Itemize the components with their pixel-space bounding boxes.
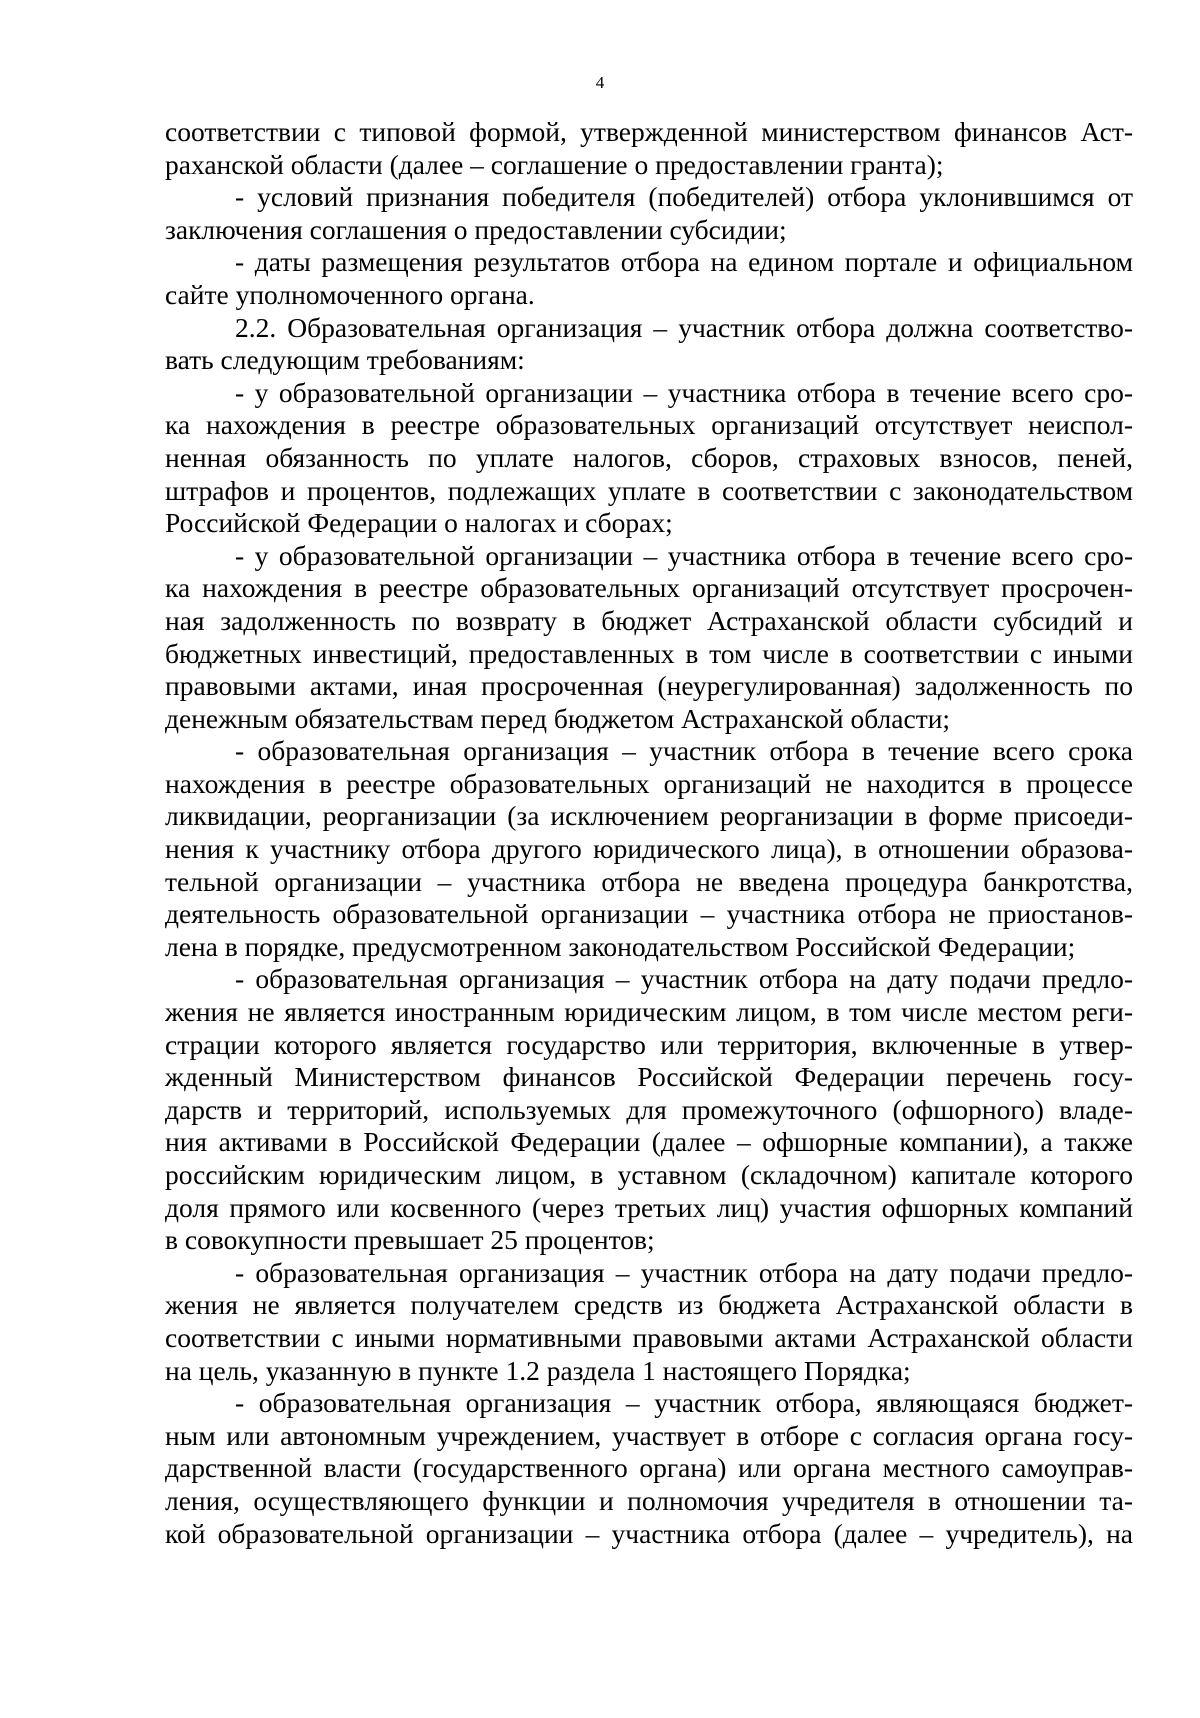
- document-body: [165, 116, 1133, 1550]
- text-line: соответствии с типовой формой, утвержденной министерством финансов Аст-: [165, 116, 1133, 147]
- text-line: ная задолженность по возврату в бюджет Астраханской области субсидий и: [165, 604, 1133, 636]
- text-line: жденный Министерством финансов Российской Федерации перечень госу-: [165, 1061, 1133, 1093]
- text-line: российским юридическим лицом, в уставном (складочном) капитале которого: [165, 1159, 1133, 1190]
- text-line: Российской Федерации о налогах и сборах;: [165, 507, 673, 539]
- text-line: - образовательная организация – участник отбора на дату подачи предло-: [235, 1256, 1133, 1288]
- text-line: ка нахождения в реестре образовательных организаций отсутствует просрочен-: [165, 572, 1133, 604]
- text-line: ния активами в Российской Федерации (далее – офшорные компании), а также: [165, 1126, 1133, 1158]
- text-line: деятельность образовательной организации – участника отбора не приостанов-: [165, 898, 1133, 930]
- text-line: штрафов и процентов, подлежащих уплате в соответствии с законодательством: [165, 474, 1133, 506]
- text-line: жения не является получателем средств из бюджета Астраханской области в: [165, 1289, 1133, 1321]
- text-line: - даты размещения результатов отбора на едином портале и официальном: [235, 246, 1133, 278]
- paragraph: [165, 963, 1133, 1256]
- paragraph: [165, 540, 1133, 736]
- text-line: в совокупности превышает 25 процентов;: [165, 1224, 655, 1256]
- text-line: денежным обязательствам перед бюджетом Астраханской области;: [165, 702, 951, 734]
- text-line: дарственной власти (государственного органа) или органа местного самоуправ-: [165, 1452, 1133, 1484]
- text-line: на цель, указанную в пункте 1.2 раздела 1 настоящего Порядка;: [165, 1354, 911, 1386]
- text-line: 2.2. Образовательная организация – участник отбора должна соответство-: [235, 311, 1133, 343]
- text-line: - образовательная организация – участник отбора, являющаяся бюджет-: [235, 1387, 1133, 1419]
- text-line: жения не является иностранным юридическим лицом, в том числе местом реги-: [165, 996, 1133, 1028]
- text-line: - образовательная организация – участник отбора на дату подачи предло-: [235, 963, 1133, 995]
- text-line: - у образовательной организации – участника отбора в течение всего сро-: [235, 376, 1133, 408]
- text-line: вать следующим требованиям:: [165, 344, 525, 376]
- paragraph: [165, 116, 1133, 181]
- text-line: нахождения в реестре образовательных организаций не находится в процессе: [165, 767, 1133, 799]
- paragraph: [165, 735, 1133, 963]
- text-line: раханской области (далее – соглашение о предоставлении гранта);: [165, 148, 944, 180]
- text-line: - условий признания победителя (победителей) отбора уклонившимся от: [235, 181, 1133, 213]
- text-line: сайте уполномоченного органа.: [165, 278, 535, 310]
- text-line: нения к участнику отбора другого юридического лица), в отношении образова-: [165, 833, 1133, 865]
- text-line: - у образовательной организации – участника отбора в течение всего сро-: [235, 539, 1133, 571]
- text-line: доля прямого или косвенного (через третьих лиц) участия офшорных компаний: [165, 1191, 1133, 1223]
- text-line: заключения соглашения о предоставлении субсидии;: [165, 213, 787, 245]
- paragraph: [165, 1257, 1133, 1387]
- paragraph: [165, 1387, 1133, 1550]
- text-line: тельной организации – участника отбора не введена процедура банкротства,: [165, 865, 1133, 897]
- paragraph: [165, 377, 1133, 540]
- text-line: - образовательная организация – участник отбора в течение всего срока: [235, 735, 1133, 767]
- text-line: ненная обязанность по уплате налогов, сборов, страховых взносов, пеней,: [165, 441, 1133, 473]
- text-line: соответствии с иными нормативными правовыми актами Астраханской области: [165, 1321, 1133, 1353]
- paragraph: [165, 246, 1133, 311]
- paragraph: [165, 312, 1133, 377]
- text-line: дарств и территорий, используемых для промежуточного (офшорного) владе-: [165, 1093, 1133, 1125]
- text-line: ликвидации, реорганизации (за исключением реорганизации в форме присоеди-: [165, 800, 1133, 832]
- page-number: 4: [595, 73, 605, 92]
- text-line: ка нахождения в реестре образовательных организаций отсутствует неиспол-: [165, 409, 1133, 441]
- text-line: ным или автономным учреждением, участвует в отборе с согласия органа госу-: [165, 1419, 1133, 1451]
- text-line: лена в порядке, предусмотренном законодательством Российской Федерации;: [165, 930, 1076, 962]
- paragraph: [165, 181, 1133, 246]
- text-line: страции которого является государство или территория, включенные в утвер-: [165, 1028, 1133, 1060]
- text-line: ления, осуществляющего функции и полномочия учредителя в отношении та-: [165, 1484, 1133, 1516]
- text-line: бюджетных инвестиций, предоставленных в том числе в соответствии с иными: [165, 637, 1133, 669]
- text-line: кой образовательной организации – участника отбора (далее – учредитель), на: [165, 1517, 1133, 1549]
- text-line: правовыми актами, иная просроченная (неурегулированная) задолженность по: [165, 670, 1133, 702]
